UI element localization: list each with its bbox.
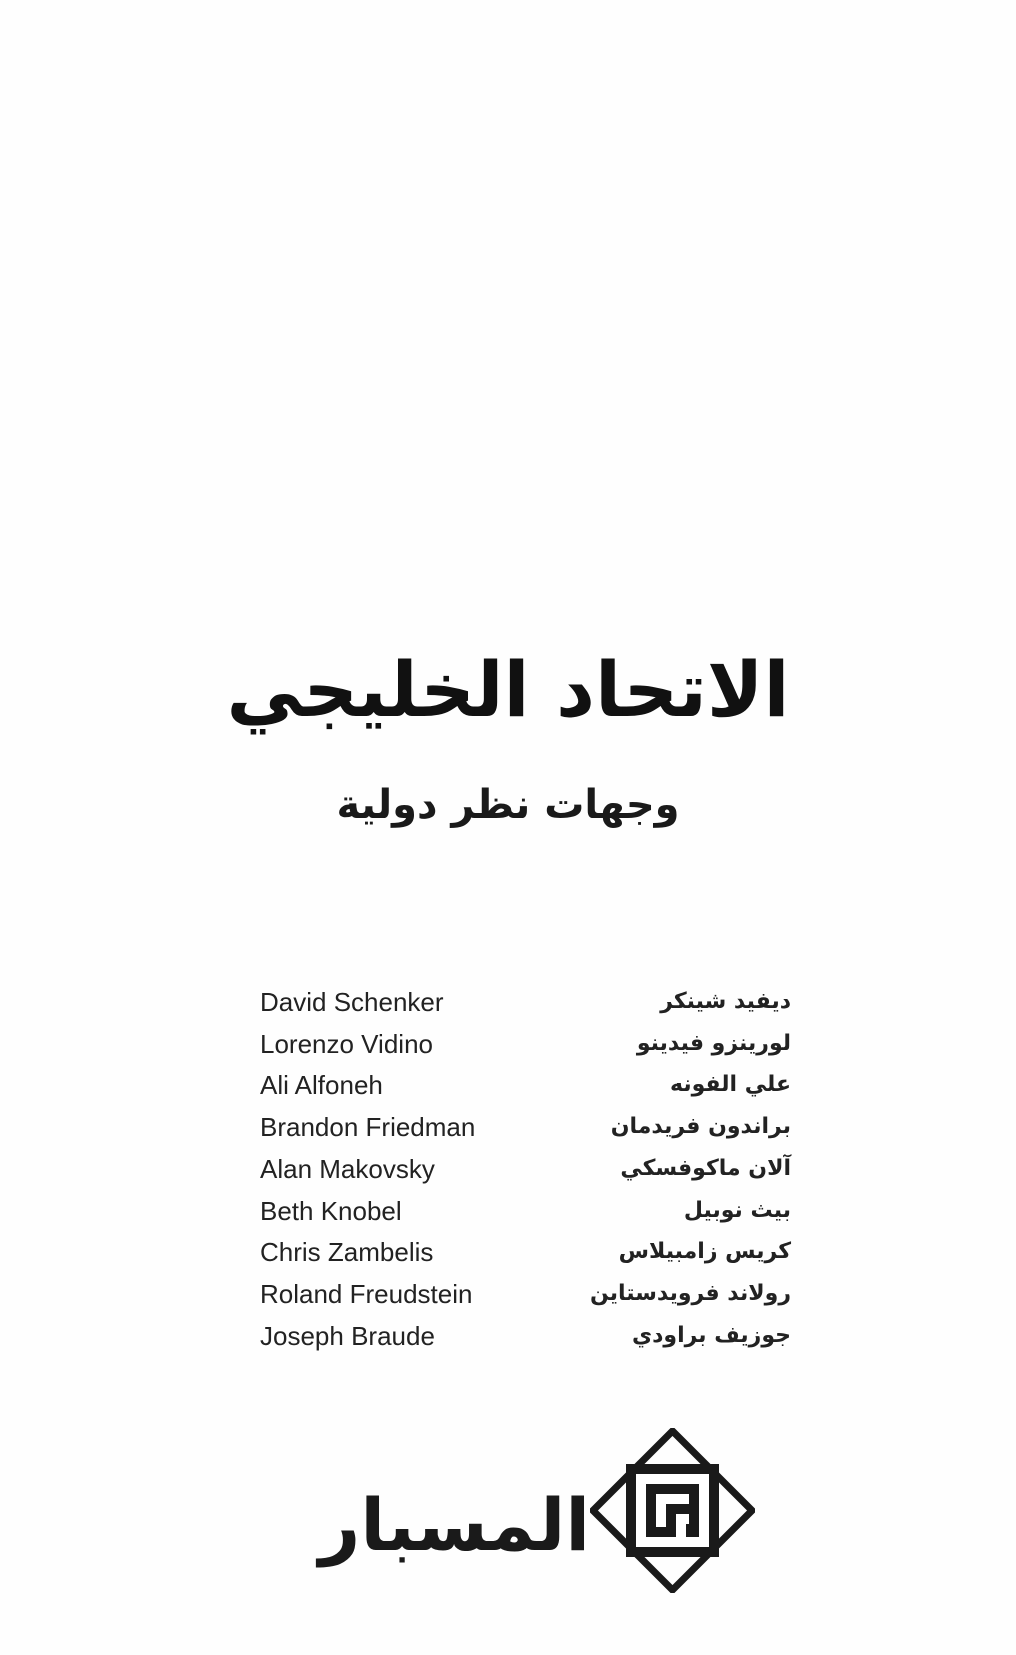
almesbar-kufic-logo-icon	[590, 1428, 755, 1593]
author-row	[0, 1107, 1016, 1149]
book-title: الاتحاد الخليجي	[226, 645, 790, 734]
author-name-arabic: كريس زامبيلاس	[618, 1239, 791, 1265]
publisher-name: المسبار	[318, 1483, 590, 1567]
author-name-english: Brandon Friedman	[260, 1112, 476, 1143]
author-name-english: Lorenzo Vidino	[260, 1028, 433, 1059]
author-name-arabic: ديفيد شينكر	[660, 989, 791, 1014]
author-name-english: Roland Freudstein	[260, 1278, 473, 1309]
author-name-arabic: براندون فريدمان	[610, 1114, 791, 1140]
author-row	[0, 1149, 1016, 1191]
author-name-arabic: رولاند فرويدستاين	[589, 1280, 791, 1306]
author-row	[0, 1191, 1016, 1233]
author-row	[0, 1024, 1016, 1066]
author-row	[0, 982, 1016, 1024]
author-name-arabic: بيث نوبيل	[683, 1197, 791, 1223]
author-name-arabic: جوزيف براودي	[631, 1322, 791, 1348]
author-name-arabic: لورينزو فيدينو	[636, 1030, 791, 1056]
author-row	[0, 1065, 1016, 1107]
author-name-english: Chris Zambelis	[260, 1237, 434, 1268]
author-name-arabic: آلان ماكوفسكي	[620, 1155, 791, 1181]
author-name-english: Beth Knobel	[260, 1195, 402, 1226]
book-subtitle: وجهات نظر دولية	[336, 782, 680, 828]
author-row	[0, 1316, 1016, 1358]
author-name-english: Alan Makovsky	[260, 1153, 435, 1184]
author-name-english: Joseph Braude	[260, 1320, 435, 1351]
author-row	[0, 1274, 1016, 1316]
author-name-arabic: علي الفونه	[670, 1072, 791, 1098]
author-name-english: Ali Alfoneh	[260, 1070, 383, 1101]
author-name-english: David Schenker	[260, 987, 444, 1017]
author-row	[0, 1232, 1016, 1274]
